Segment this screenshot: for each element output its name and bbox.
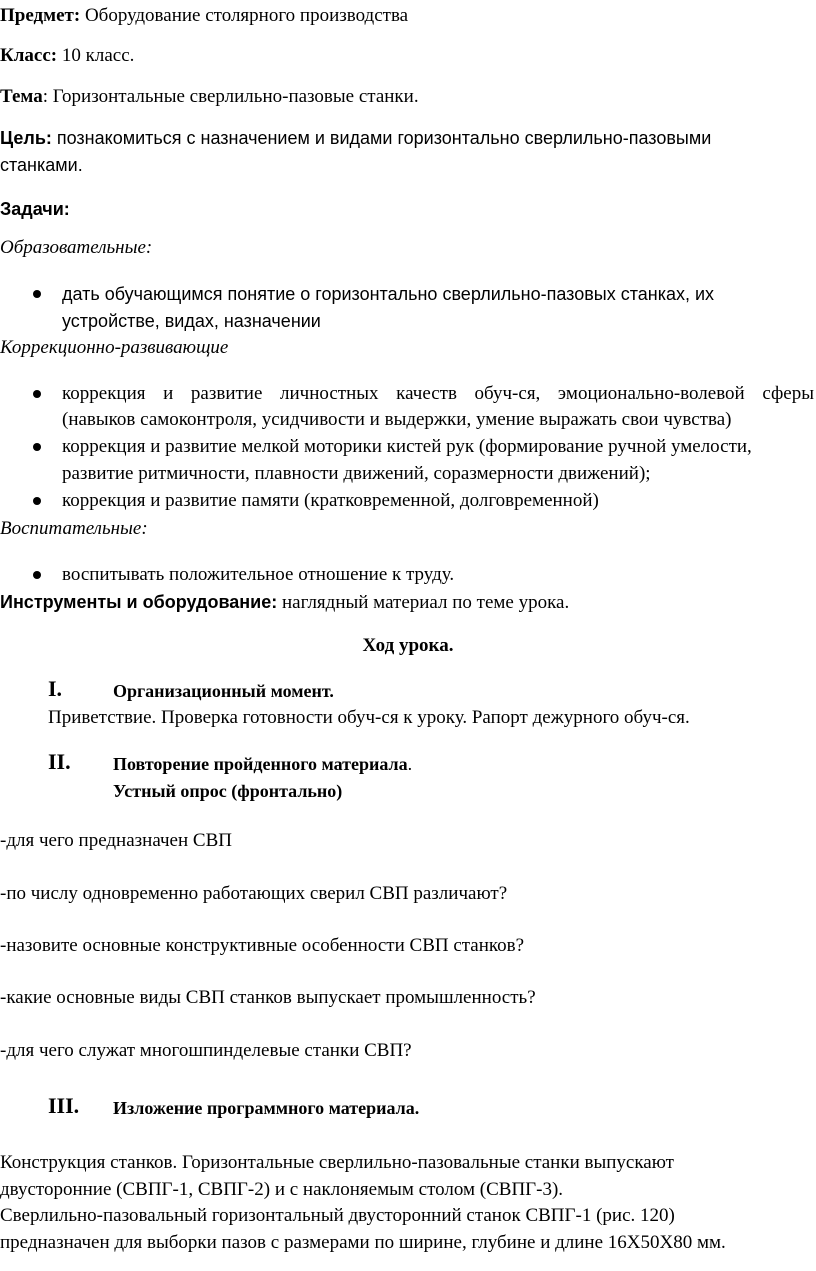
stage-1-text: Приветствие. Проверка готовности обуч-ся к уроку. Рапорт дежурного обуч-ся.: [48, 707, 690, 728]
subject-value: Оборудование столярного производства: [80, 5, 409, 26]
question-2: -по числу одновременно работающих сверил СВП различают?: [0, 883, 508, 904]
bullet-icon: [33, 497, 41, 505]
bullet-icon: [33, 390, 41, 398]
correctional-item-2-line-1: коррекция и развитие мелкой моторики кистей рук (формирование ручной умелости,: [62, 436, 752, 457]
question-4: -какие основные виды СВП станков выпускает промышленность?: [0, 987, 536, 1008]
educational-item-1-line-2: устройстве, видах, назначении: [62, 311, 321, 331]
stage-3-numeral: III.: [48, 1093, 80, 1118]
stage-2-title-line: [113, 752, 412, 776]
body-line-2: двусторонние (СВПГ-1, СВПГ-2) и с наклоняемым столом (СВПГ-3).: [0, 1179, 564, 1200]
bullet-icon: [33, 290, 41, 298]
stage-2-numeral: II.: [48, 749, 71, 774]
stage-2-subtitle: Устный опрос (фронтально): [113, 781, 343, 801]
educational-item-1-line-1: дать обучающимся понятие о горизонтально сверлильно-пазовых станках, их: [62, 284, 715, 304]
stage-2-title: Повторение пройденного материала: [113, 754, 408, 774]
body-line-1: Конструкция станков. Горизонтальные сверлильно-пазовальные станки выпускают: [0, 1152, 674, 1173]
educational-heading: Образовательные:: [0, 237, 153, 258]
lesson-heading: Ход урока.: [362, 635, 454, 656]
body-line-4: предназначен для выборки пазов с размерами по ширине, глубине и длине 16X50X80 мм.: [0, 1232, 726, 1253]
correctional-heading: Коррекционно-развивающие: [0, 337, 229, 358]
bullet-icon: [33, 571, 41, 579]
goal-label: Цель:: [0, 128, 52, 148]
correctional-item-3: коррекция и развитие памяти (кратковременной, долговременной): [62, 490, 599, 511]
tools-value: наглядный материал по теме урока.: [277, 592, 570, 613]
goal-line-2: станками.: [0, 155, 83, 175]
correctional-item-1-line-2: (навыков самоконтроля, усидчивости и выдержки, умение выражать свои чувства): [62, 409, 732, 430]
bullet-icon: [33, 443, 41, 451]
tasks-label: Задачи:: [0, 199, 70, 219]
topic-line: [0, 85, 419, 109]
grade-label: Класс:: [0, 45, 58, 66]
upbringing-heading: Воспитательные:: [0, 518, 148, 539]
topic-label: Тема: [0, 86, 43, 107]
tools-line: [0, 590, 569, 615]
correctional-item-2-line-2: развитие ритмичности, плавности движений, соразмерности движений);: [62, 463, 651, 484]
stage-2-title-end: .: [407, 754, 413, 774]
stage-1-title: Организационный момент.: [113, 681, 334, 701]
correctional-item-1-line-1: коррекция и развитие личностных качеств обуч-ся, эмоционально-волевой сферы: [62, 383, 814, 404]
question-1: -для чего предназначен СВП: [0, 830, 232, 851]
goal-text-1: познакомиться с назначением и видами горизонтально сверлильно-пазовыми: [51, 128, 712, 148]
goal-line-1: [0, 126, 711, 150]
subject-label: Предмет:: [0, 5, 81, 26]
topic-value: : Горизонтальные сверлильно-пазовые станки.: [42, 86, 419, 107]
grade-value: 10 класс.: [57, 45, 135, 66]
stage-3-title: Изложение программного материала.: [113, 1098, 420, 1118]
upbringing-item-1: воспитывать положительное отношение к труду.: [62, 564, 455, 585]
subject-line: [0, 4, 408, 28]
question-5: -для чего служат многошпинделевые станки СВП?: [0, 1040, 412, 1061]
body-line-3: Сверлильно-пазовальный горизонтальный двусторонний станок СВПГ-1 (рис. 120): [0, 1205, 675, 1226]
question-3: -назовите основные конструктивные особенности СВП станков?: [0, 935, 525, 956]
stage-1-numeral: I.: [48, 676, 63, 701]
tools-label: Инструменты и оборудование:: [0, 592, 278, 612]
grade-line: [0, 44, 134, 68]
